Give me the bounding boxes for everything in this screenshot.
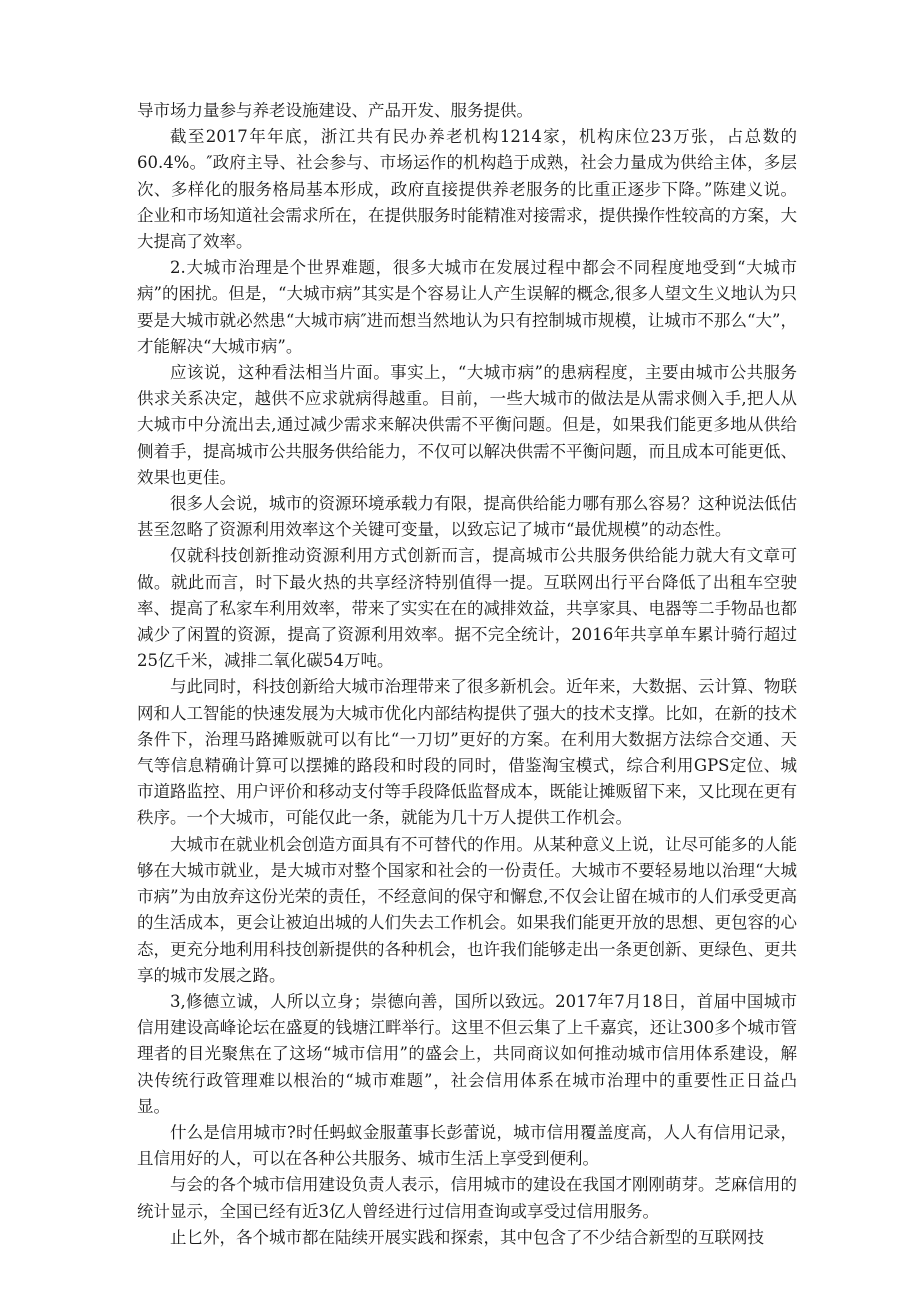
paragraph-credit-forum: 3,修德立诚，人所以立身；崇德向善，国所以致远。2017年7月18日，首届中国城市信用建设高峰论坛在盛夏的钱塘江畔举行。这里不但云集了上千嘉宾，还让300多个城市管理者的目光聚焦在了这场“城市信用”的盛会上，共同商议如何推动城市信用体系建设，解决传统行政管理难以根治的“城市难题”，社会信用体系在城市治理中的重要性正日益凸显。 [137, 991, 797, 1116]
paragraph-city-practices: 止匕外，各个城市都在陆续开展实践和探索，其中包含了不少结合新型的互联网技 [170, 1227, 764, 1247]
paragraph-supply-side: 应该说，这种看法相当片面。事实上，“大城市病”的患病程度，主要由城市公共服务供求关系决定，越供不应求就病得越重。目前，一些大城市的做法是从需求侧入手,把人从大城市中分流出去,通过减少需求来解决供需不平衡问题。但是，如果我们能更多地从供给侧着手，提高城市公共服务供给能力，不仅可以解决供需不平衡问题，而且成本可能更低、效果也更佳。 [137, 363, 797, 487]
paragraph-carrying-capacity: 很多人会说，城市的资源环境承载力有限，提高供给能力哪有那么容易？这种说法低估甚至忽略了资源利用效率这个关键可变量，以致忘记了城市“最优规模”的动态性。 [137, 494, 797, 540]
paragraph-continuation: 导市场力量参与养老设施建设、产品开发、服务提供。 [137, 101, 533, 120]
paragraph-credit-statistics: 与会的各个城市信用建设负责人表示，信用城市的建设在我国才刚刚萌芽。芝麻信用的统计显示，全国已经有近3亿人曾经进行过信用查询或享受过信用服务。 [137, 1175, 797, 1221]
paragraph-sharing-economy: 仅就科技创新推动资源利用方式创新而言，提高城市公共服务供给能力就大有文章可做。就此而言，时下最火热的共享经济特别值得一提。互联网出行平台降低了出租车空驶率、提高了私家车利用效率，带来了实实在在的减排效益，共享家具、电器等二手物品也都减少了闲置的资源，提高了资源利用效率。据不完全统计，2016年共享单车累计骑行超过25亿千米，减排二氧化碳54万吨。 [137, 546, 797, 671]
paragraph-zhejiang-elderly-care: 截至2017年年底，浙江共有民办养老机构1214家，机构床位23万张，占总数的60.4%。″政府主导、社会参与、市场运作的机构趋于成熟，社会力量成为供给主体，多层次、多样化的服务格局基本形成，政府直接提供养老服务的比重正逐步下降。”陈建义说。企业和市场知道社会需求所在，在提供服务时能精准对接需求，提供操作性较高的方案，大大提高了效率。 [137, 127, 797, 252]
paragraph-credit-city-definition: 什么是信用城市?时任蚂蚁金服董事长彭蕾说，城市信用覆盖度高，人人有信用记录，且信用好的人，可以在各种公共服务、城市生活上享受到便利。 [137, 1122, 797, 1169]
paragraph-big-city-disease: 2.大城市治理是个世界难题，很多大城市在发展过程中都会不同程度地受到“大城市病”的困扰。但是，“大城市病”其实是个容易让人产生误解的概念,很多人望文生义地认为只要是大城市就必然患“大城市病″进而想当然地认为只有控制城市规模，让城市不那么“大”，才能解决“大城市病”。 [137, 258, 797, 356]
paragraph-tech-opportunities: 与此同时，科技创新给大城市治理带来了很多新机会。近年来，大数据、云计算、物联网和人工智能的快速发展为大城市优化内部结构提供了强大的技术支撑。比如，在新的技术条件下，治理马路摊贩就可以有比“一刀切”更好的方案。在利用大数据方法综合交通、天气等信息精确计算可以摆摊的路段和时段的同时，借鉴淘宝模式，综合利用GPS定位、城市道路监控、用户评价和移动支付等手段降低监督成本，既能让摊贩留下来，又比现在更有秩序。一个大城市，可能仅此一条，就能为几十万人提供工作机会。 [137, 677, 797, 828]
article-body [137, 98, 797, 1251]
paragraph-employment: 大城市在就业机会创造方面具有不可替代的作用。从某种意义上说，让尽可能多的人能够在大城市就业，是大城市对整个国家和社会的一份责任。大城市不要轻易地以治理“大城市病”为由放弃这份光荣的责任，不经意间的保守和懈怠,不仅会让留在城市的人们承受更高的生活成本，更会让被迫出城的人们失去工作机会。如果我们能更开放的思想、更包容的心态，更充分地利用科技创新提供的各种机会，也许我们能够走出一条更创新、更绿色、更共享的城市发展之路。 [137, 834, 797, 985]
